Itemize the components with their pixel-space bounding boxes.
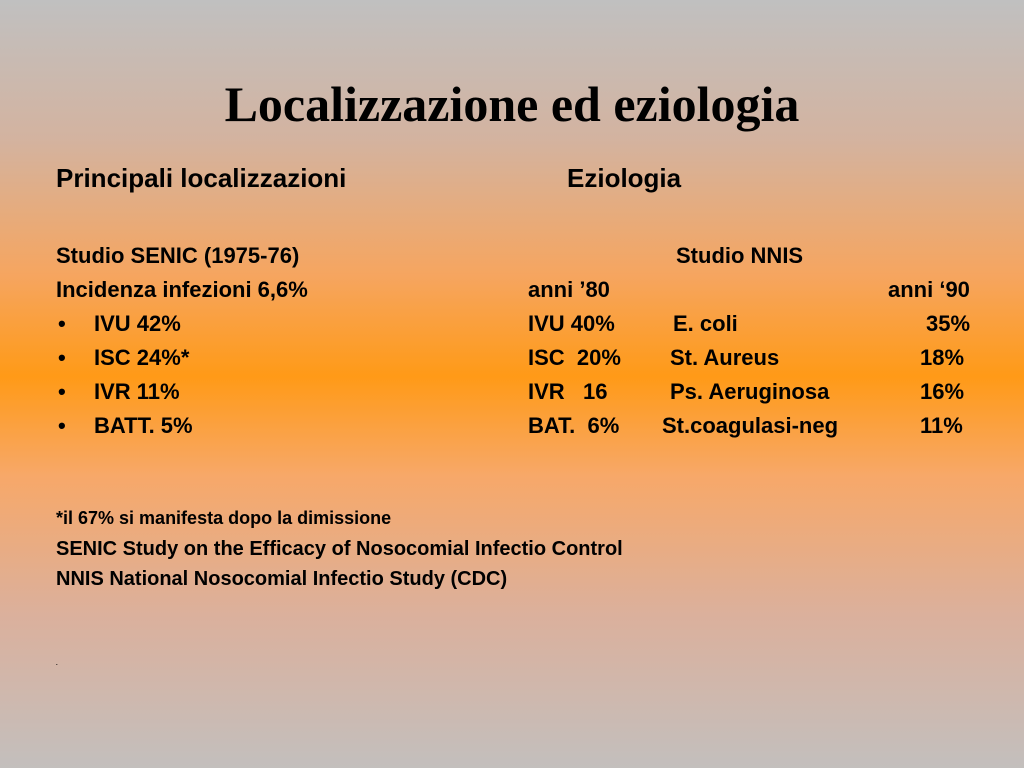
senic-incidence: Incidenza infezioni 6,6% bbox=[56, 277, 308, 302]
senic-item-batt: BATT. 5% bbox=[94, 413, 193, 438]
nnis-period-90: anni ‘90 bbox=[888, 277, 970, 302]
nnis-row-a90: 16% bbox=[920, 379, 965, 404]
senic-study-label: Studio SENIC (1975-76) bbox=[56, 243, 300, 268]
footnote: *il 67% si manifesta dopo la dimissione bbox=[56, 508, 392, 528]
nnis-row-organism: St.coagulasi-neg bbox=[662, 413, 839, 438]
bullet-marker: • bbox=[58, 413, 66, 438]
nnis-row-a80: ISC 20% bbox=[528, 345, 621, 370]
nnis-study-label: Studio NNIS bbox=[676, 243, 804, 268]
nnis-row-organism: St. Aureus bbox=[670, 345, 780, 370]
nnis-row-a90: 18% bbox=[920, 345, 965, 370]
nnis-period-80: anni ’80 bbox=[528, 277, 610, 302]
nnis-row-a90: 35% bbox=[926, 311, 971, 336]
slide-title: Localizzazione ed eziologia bbox=[224, 76, 800, 132]
senic-item-isc: ISC 24%* bbox=[94, 345, 190, 370]
nnis-definition: NNIS National Nosocomial Infectio Study (CDC) bbox=[56, 568, 508, 590]
nnis-row-a80: IVR 16 bbox=[528, 379, 608, 404]
nnis-row-a80: IVU 40% bbox=[528, 311, 615, 336]
stray-dot: . bbox=[56, 661, 58, 667]
nnis-row-a80: BAT. 6% bbox=[528, 413, 620, 438]
senic-item-ivr: IVR 11% bbox=[94, 379, 180, 404]
bullet-marker: • bbox=[58, 311, 66, 336]
nnis-row-a90: 11% bbox=[920, 413, 963, 438]
nnis-row-organism: E. coli bbox=[673, 311, 738, 336]
heading-localizzazioni: Principali localizzazioni bbox=[56, 163, 347, 193]
nnis-row-organism: Ps. Aeruginosa bbox=[670, 379, 830, 404]
bullet-marker: • bbox=[58, 379, 66, 404]
senic-item-ivu: IVU 42% bbox=[94, 311, 181, 336]
heading-eziologia: Eziologia bbox=[567, 163, 682, 193]
senic-definition: SENIC Study on the Efficacy of Nosocomial Infectio Control bbox=[56, 538, 623, 560]
bullet-marker: • bbox=[58, 345, 66, 370]
